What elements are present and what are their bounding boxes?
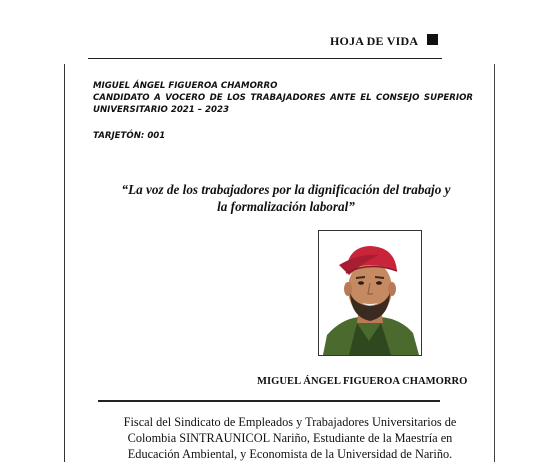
bio-line-2: Colombia SINTRAUNICOL Nariño, Estudiante de la Maestría en [127,431,453,445]
header-divider [88,58,442,59]
bio-line-1: Fiscal del Sindicato de Empleados y Trabajadores Universitarios de [123,415,457,429]
slogan-line-1: “La voz de los trabajadores por la dignificación del trabajo y [121,182,451,197]
bio-text [110,414,470,462]
page-left-border [64,64,65,462]
page-right-border [494,64,495,462]
bio-divider [98,400,440,402]
header-square-icon [427,34,438,45]
candidate-photo [318,230,422,356]
slogan-line-2: la formalización laboral” [217,199,355,214]
document-header-title: HOJA DE VIDA [330,34,419,48]
ballot-number: TARJETÓN: 001 [93,131,166,141]
bio-line-3: Educación Ambiental, y Economista de la Universidad de Nariño. [127,447,453,461]
candidate-block [93,80,473,116]
candidacy-line-1: CANDIDATO A VOCERO DE LOS TRABAJADORES ANTE EL CONSEJO SUPERIOR [93,93,473,103]
slogan-quote [96,181,476,215]
candidate-name: MIGUEL ÁNGEL FIGUEROA CHAMORRO [93,81,278,91]
photo-caption: MIGUEL ÁNGEL FIGUEROA CHAMORRO [257,376,468,387]
candidacy-line-2: UNIVERSITARIO 2021 – 2023 [93,105,229,115]
portrait-illustration [319,231,421,355]
